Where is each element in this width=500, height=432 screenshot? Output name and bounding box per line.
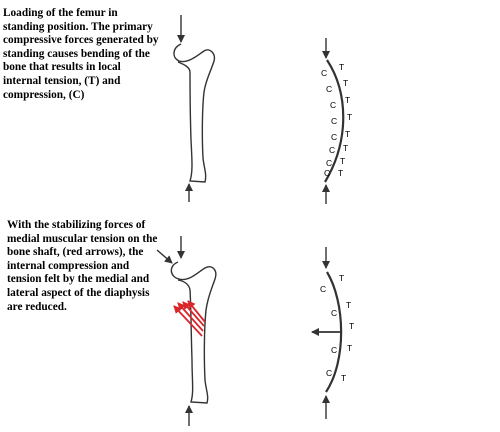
- tension-label: T: [340, 156, 346, 166]
- tension-label: T: [343, 143, 349, 153]
- tension-label: T: [341, 373, 347, 383]
- oblique-load-arrow: [157, 250, 172, 263]
- compression-label: C: [326, 84, 333, 94]
- compression-label: C: [321, 68, 328, 78]
- tension-labels: [338, 62, 352, 178]
- compression-label: C: [326, 368, 333, 378]
- caption-stabilizing-forces: With the stabilizing forces of medial muscular tension on the bone shaft, (red arrows), the internal compression and tension felt by the medial and lateral aspect of the diaphysis are reduced.: [7, 219, 158, 313]
- femur-standing: [174, 44, 214, 182]
- tension-label: T: [339, 273, 345, 283]
- red-muscle-arrow: [183, 302, 204, 326]
- compression-label: C: [331, 345, 338, 355]
- femur-stabilized: [171, 262, 215, 403]
- tension-label: T: [347, 112, 353, 122]
- tension-label: T: [347, 343, 353, 353]
- compression-label: C: [331, 116, 338, 126]
- muscle-tension-arrows: [174, 301, 205, 336]
- tension-label: T: [343, 78, 349, 88]
- tension-label: T: [338, 168, 344, 178]
- compression-label: C: [331, 132, 338, 142]
- tension-label: T: [339, 62, 345, 72]
- red-muscle-arrow: [174, 306, 202, 336]
- compression-label: C: [324, 168, 331, 178]
- compression-label: C: [326, 158, 333, 168]
- compression-label: C: [331, 308, 338, 318]
- compression-label: C: [320, 284, 327, 294]
- caption-standing-loading: Loading of the femur in standing position. The primary compressive forces generated by standing causes bending of the bone that results in local internal tension, (T) and compression, (C): [3, 7, 159, 101]
- tension-label: T: [346, 300, 352, 310]
- stabilized-compression-labels: [320, 284, 337, 378]
- compression-label: C: [329, 145, 336, 155]
- tension-label: T: [345, 129, 351, 139]
- tension-label: T: [345, 95, 351, 105]
- tension-label: T: [349, 321, 355, 331]
- compression-label: C: [330, 100, 337, 110]
